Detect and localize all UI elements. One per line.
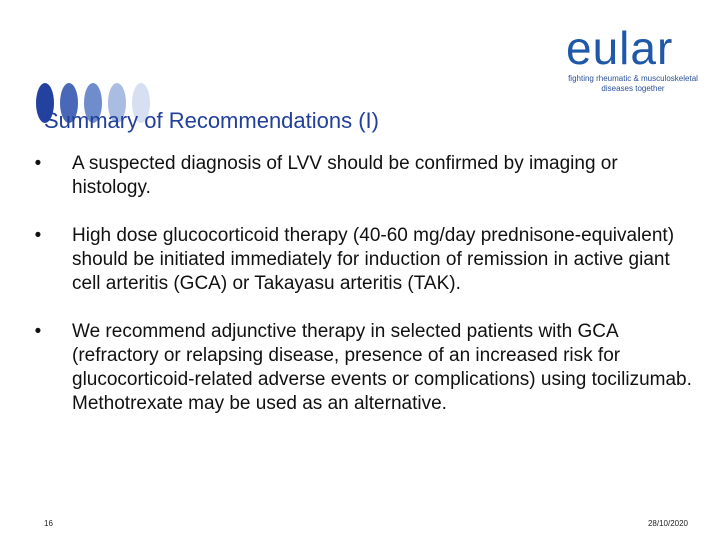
- bullet-text: A suspected diagnosis of LVV should be confirmed by imaging or histology.: [72, 153, 618, 198]
- bullet-item: [28, 224, 698, 296]
- bullet-item: [28, 152, 698, 200]
- logo-tagline-line1: fighting rheumatic & musculoskeletal: [568, 74, 698, 83]
- bullet-text: We recommend adjunctive therapy in selected patients with GCA (refractory or relapsing disease, presence of an increased risk for glucocorticoid-related adverse events or complications) using tocilizumab. Methotrexate may be used as an alternative.: [72, 321, 692, 414]
- bullet-marker: •: [34, 225, 42, 246]
- bullet-item: [28, 320, 698, 416]
- eular-logo: [562, 22, 702, 102]
- logo-wordmark: eular: [566, 22, 674, 74]
- bullet-list: [28, 152, 698, 416]
- bullet-text: High dose glucocorticoid therapy (40-60 mg/day prednisone-equivalent) should be initiated immediately for induction of remission in active giant cell arteritis (GCA) or Takayasu arteritis (TAK).: [72, 225, 675, 294]
- bullet-marker: •: [34, 153, 42, 174]
- logo-tagline: [568, 74, 698, 94]
- footer-date: 28/10/2020: [647, 519, 688, 528]
- slide-title: Summary of Recommendations (I): [44, 108, 379, 133]
- bullet-marker: •: [34, 321, 42, 342]
- page-number: 16: [44, 519, 53, 528]
- logo-tagline-line2: diseases together: [601, 84, 665, 93]
